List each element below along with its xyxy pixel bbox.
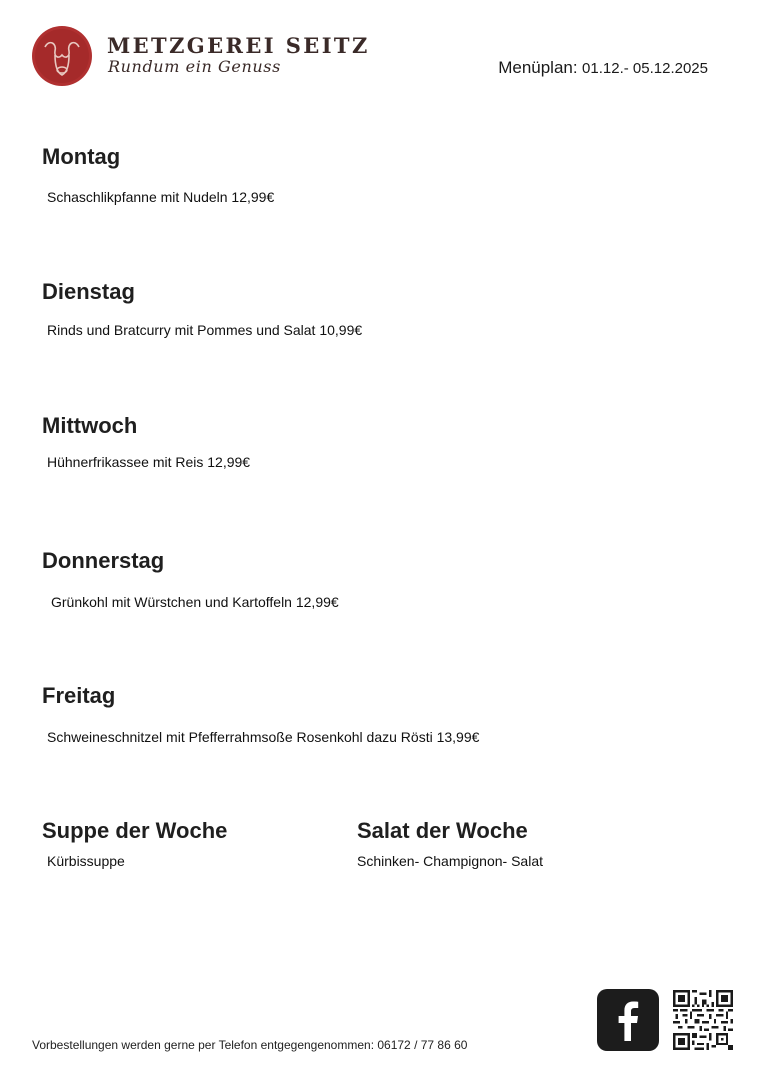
soup-title: Suppe der Woche	[42, 818, 228, 843]
facebook-icon[interactable]	[597, 989, 659, 1051]
day-dish: Schweineschnitzel mit Pfefferrahmsoße Rosenkohl dazu Rösti 13,99€	[47, 729, 480, 745]
day-thursday	[42, 548, 339, 610]
day-dish: Rinds und Bratcurry mit Pommes und Salat 10,99€	[47, 322, 363, 338]
day-dish: Hühnerfrikassee mit Reis 12,99€	[47, 454, 251, 470]
day-title: Montag	[42, 144, 121, 169]
day-tuesday	[42, 279, 363, 338]
menu-plan-label: Menüplan:	[498, 58, 578, 77]
day-title: Freitag	[42, 683, 116, 708]
day-friday	[42, 683, 480, 745]
day-title: Donnerstag	[42, 548, 165, 573]
brand-tagline: Rundum ein Genuss	[108, 57, 281, 76]
logo-seal-icon	[31, 25, 93, 87]
salad-of-the-week	[357, 818, 543, 869]
day-dish: Schaschlikpfanne mit Nudeln 12,99€	[47, 189, 275, 205]
soup-of-the-week	[42, 818, 228, 869]
day-monday	[42, 144, 275, 205]
salad-title: Salat der Woche	[357, 818, 528, 843]
brand-name: METZGEREI SEITZ	[107, 33, 370, 58]
menu-plan-heading	[498, 58, 708, 78]
day-title: Mittwoch	[42, 413, 138, 438]
soup-item: Kürbissuppe	[47, 853, 125, 869]
menu-plan-dates: 01.12.- 05.12.2025	[582, 60, 708, 77]
day-title: Dienstag	[42, 279, 135, 304]
day-dish: Grünkohl mit Würstchen und Kartoffeln 12,99€	[51, 594, 339, 610]
qr-code-icon[interactable]	[673, 990, 733, 1050]
preorder-note: Vorbestellungen werden gerne per Telefon entgegengenommen: 06172 / 77 86 60	[32, 1038, 468, 1052]
salad-item: Schinken- Champignon- Salat	[357, 853, 543, 869]
day-wednesday	[42, 413, 251, 470]
